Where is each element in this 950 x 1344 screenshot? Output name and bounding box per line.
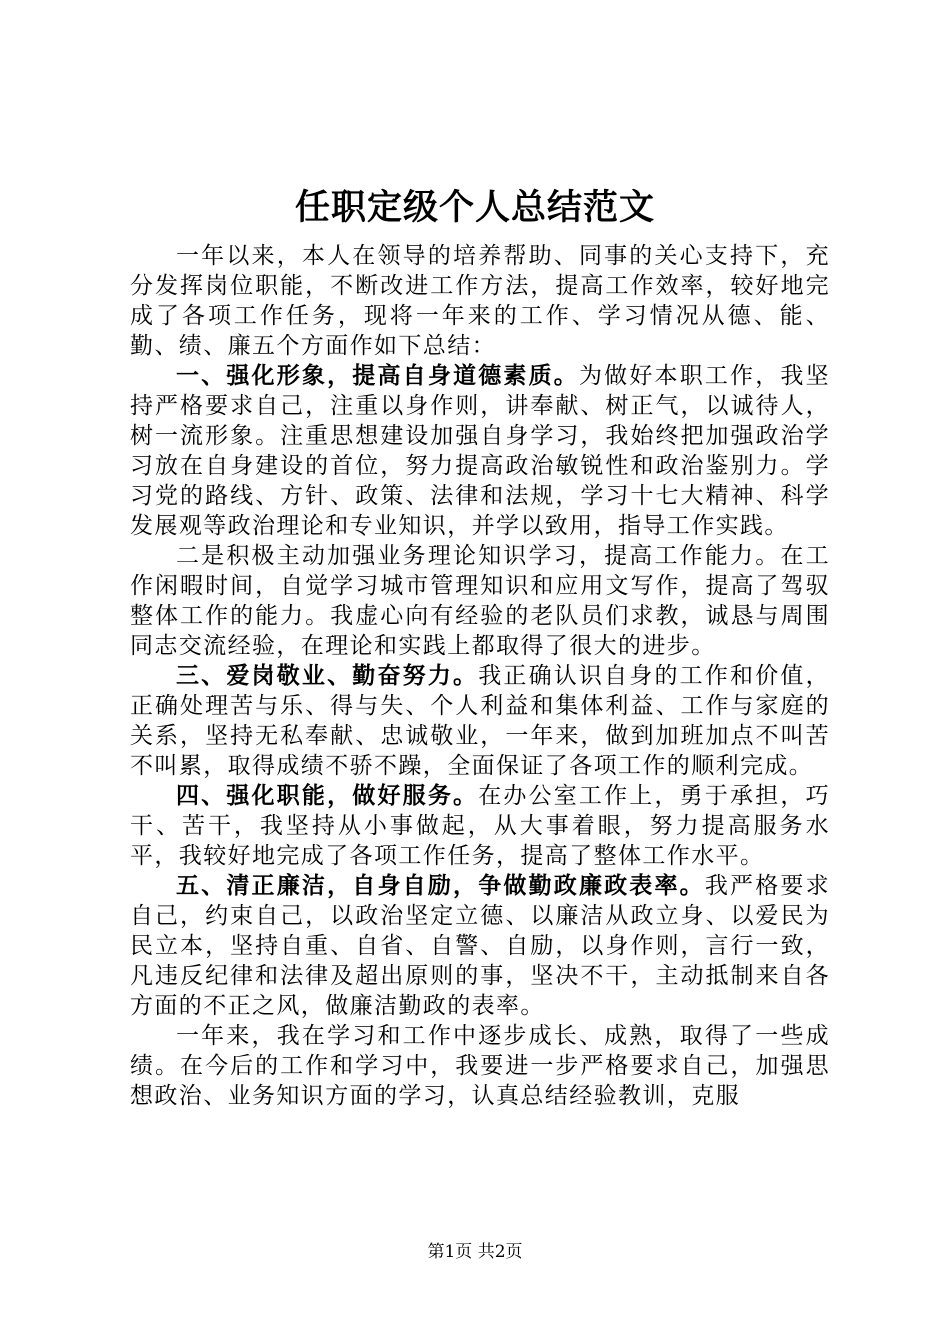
section-heading: 五、清正廉洁，自身自励，争做勤政廉政表率。 [176, 872, 705, 899]
paragraph-section-4 [130, 781, 830, 871]
document-body [130, 241, 830, 1111]
paragraph-section-5 [130, 871, 830, 1021]
paragraph-section-1 [130, 361, 830, 541]
paragraph-conclusion [130, 1021, 830, 1111]
page-footer: 第1页 共2页 [427, 1242, 523, 1262]
paragraph-text: 我严格要求自己，约束自己，以政治坚定立德、以廉洁从政立身、以爱民为民立本，坚持自重、自省、自警、自励，以身作则，言行一致，凡违反纪律和法律及超出原则的事，坚决不干，主动抵制来自各方面的不正之风，做廉洁勤政的表率。 [130, 873, 830, 1019]
paragraph-intro [130, 241, 830, 361]
paragraph-text: 我正确认识自身的工作和价值，正确处理苦与乐、得与失、个人利益和集体利益、工作与家庭的关系，坚持无私奉献、忠诚敬业，一年来，做到加班加点不叫苦不叫累，取得成绩不骄不躁，全面保证了各项工作的顺利完成。 [130, 663, 830, 779]
paragraph-section-3 [130, 661, 830, 781]
section-heading: 一、强化形象，提高自身道德素质。 [176, 362, 579, 389]
paragraph-text: 二是积极主动加强业务理论知识学习，提高工作能力。在工作闲暇时间，自觉学习城市管理知识和应用文写作，提高了驾驭整体工作的能力。我虚心向有经验的老队员们求教，诚恳与周围同志交流经验，在理论和实践上都取得了很大的进步。 [130, 543, 830, 659]
paragraph-text: 在办公室工作上，勇于承担，巧干、苦干，我坚持从小事做起，从大事着眼，努力提高服务水平，我较好地完成了各项工作任务，提高了整体工作水平。 [130, 783, 830, 869]
paragraph-text: 一年以来，本人在领导的培养帮助、同事的关心支持下，充分发挥岗位职能，不断改进工作方法，提高工作效率，较好地完成了各项工作任务，现将一年来的工作、学习情况从德、能、勤、绩、廉五个方面作如下总结： [130, 243, 830, 359]
paragraph-text: 为做好本职工作，我坚持严格要求自己，注重以身作则，讲奉献、树正气，以诚待人，树一流形象。注重思想建设加强自身学习，我始终把加强政治学习放在自身建设的首位，努力提高政治敏锐性和政治鉴别力。学习党的路线、方针、政策、法律和法规，学习十七大精神、科学发展观等政治理论和专业知识，并学以致用，指导工作实践。 [130, 363, 831, 539]
paragraph-text: 一年来，我在学习和工作中逐步成长、成熟，取得了一些成绩。在今后的工作和学习中，我要进一步严格要求自己，加强思想政治、业务知识方面的学习，认真总结经验教训，克服 [130, 1023, 830, 1109]
section-heading: 三、爱岗敬业、勤奋努力。 [176, 662, 479, 689]
section-heading: 四、强化职能，做好服务。 [176, 782, 479, 809]
document-title: 任职定级个人总结范文 [294, 187, 655, 228]
paragraph-section-2 [130, 541, 830, 661]
